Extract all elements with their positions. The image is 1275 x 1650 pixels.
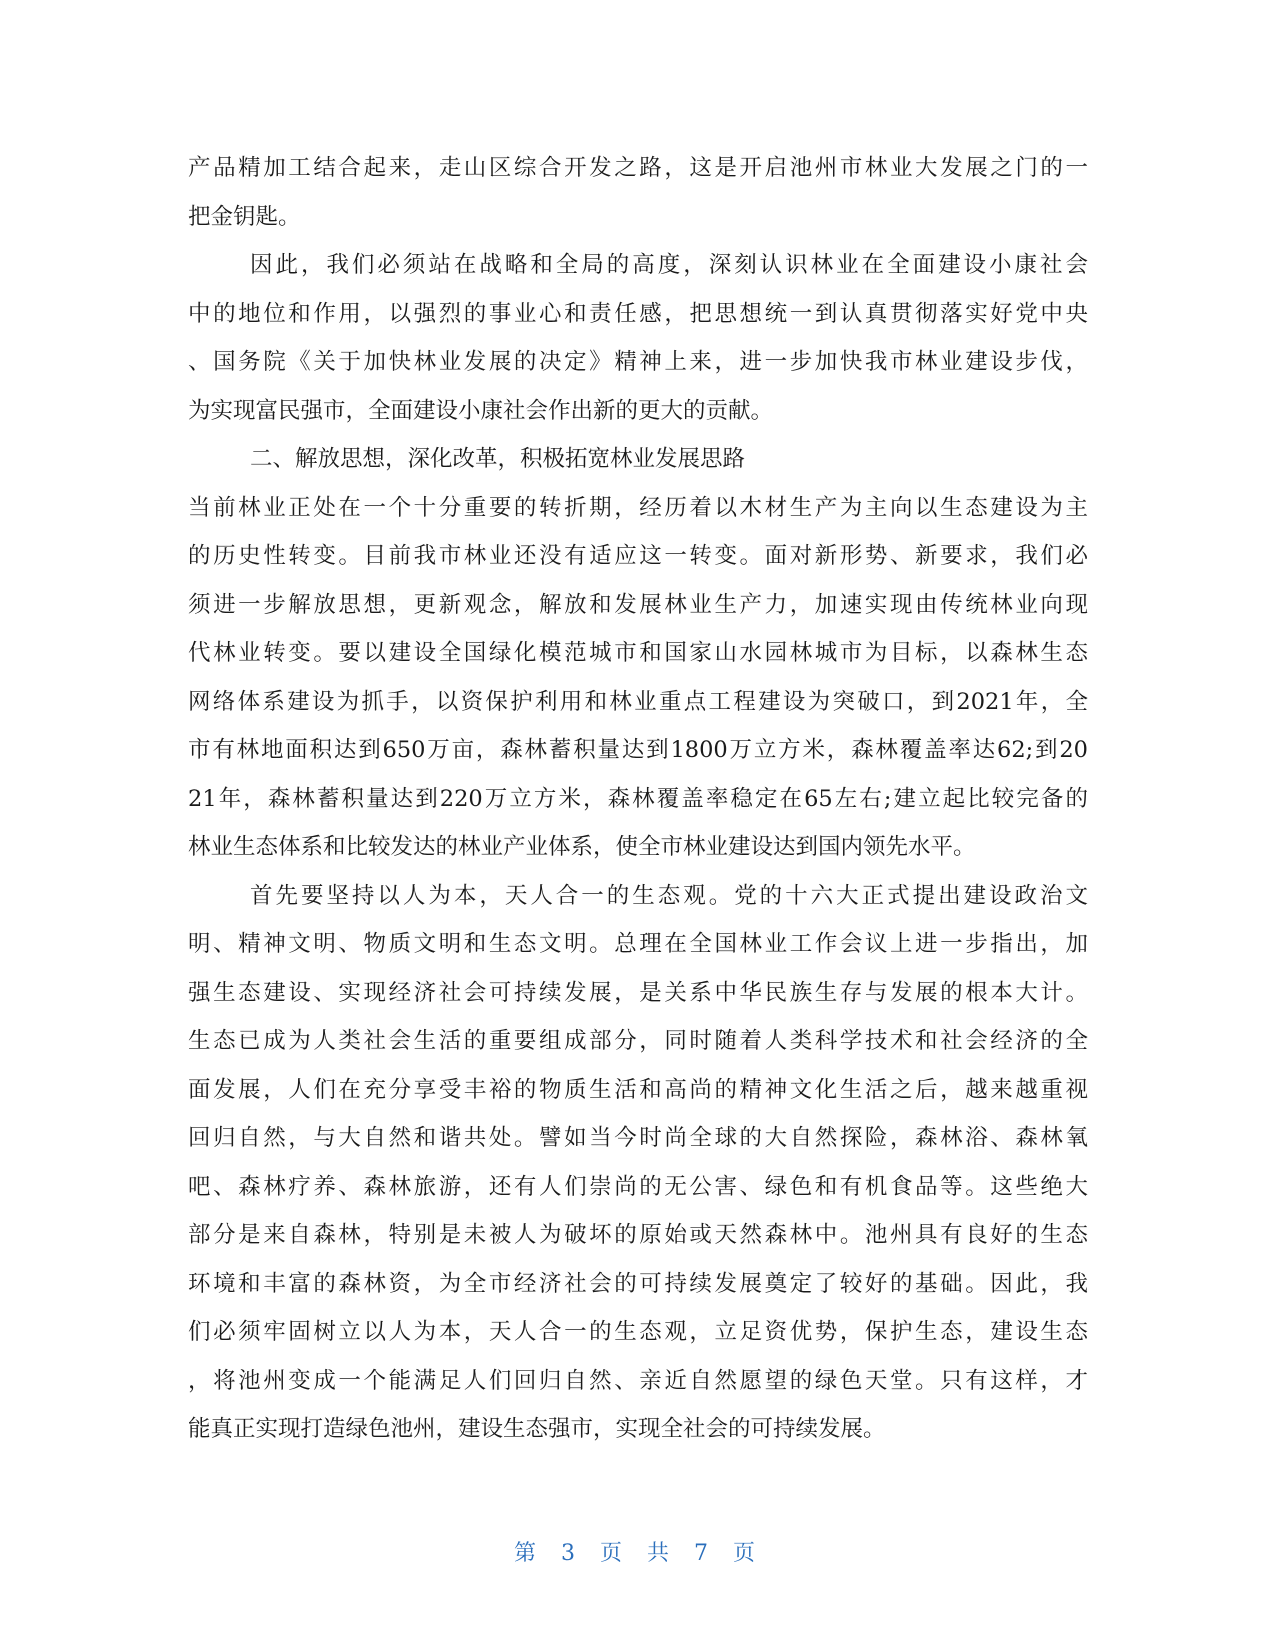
text-line: 生态已成为人类社会生活的重要组成部分，同时随着人类科学技术和社会经济的全 (188, 1028, 1088, 1054)
text-line: 21年，森林蓄积量达到220万立方米，森林覆盖率稳定在65左右;建立起比较完备的 (188, 785, 1088, 812)
text-line: 当前林业正处在一个十分重要的转折期，经历着以木材生产为主向以生态建设为主 (188, 494, 1088, 521)
text-line: 吧、森林疗养、森林旅游，还有人们崇尚的无公害、绿色和有机食品等。这些绝大 (188, 1173, 1088, 1200)
text-line: 、国务院《关于加快林业发展的决定》精神上来，进一步加快我市林业建设步伐， (188, 349, 1088, 375)
text-line: 二、解放思想，深化改革，积极拓宽林业发展思路 (250, 446, 746, 472)
text-line: ，将池州变成一个能满足人们回归自然、亲近自然愿望的绿色天堂。只有这样，才 (188, 1367, 1088, 1394)
text-line: 明、精神文明、物质文明和生态文明。总理在全国林业工作会议上进一步指出，加 (188, 931, 1088, 957)
page-number-footer: 第 3 页 共 7 页 (514, 1541, 761, 1566)
text-line: 回归自然，与大自然和谐共处。譬如当今时尚全球的大自然探险，森林浴、森林氧 (188, 1125, 1088, 1151)
text-line: 为实现富民强市，全面建设小康社会作出新的更大的贡献。 (188, 397, 774, 424)
text-line: 强生态建设、实现经济社会可持续发展，是关系中华民族生存与发展的根本大计。 (188, 979, 1088, 1006)
text-line: 须进一步解放思想，更新观念，解放和发展林业生产力，加速实现由传统林业向现 (188, 591, 1088, 618)
document-body (188, 144, 1088, 1454)
text-line: 首先要坚持以人为本，天人合一的生态观。党的十六大正式提出建设政治文 (250, 882, 1088, 909)
text-line: 网络体系建设为抓手，以资保护利用和林业重点工程建设为突破口，到2021年，全 (188, 688, 1088, 715)
text-line: 市有林地面积达到650万亩，森林蓄积量达到1800万立方米，森林覆盖率达62;到20 (188, 737, 1088, 763)
text-line: 环境和丰富的森林资，为全市经济社会的可持续发展奠定了较好的基础。因此，我 (188, 1270, 1088, 1297)
text-line: 的历史性转变。目前我市林业还没有适应这一转变。面对新形势、新要求，我们必 (188, 543, 1088, 569)
text-line: 代林业转变。要以建设全国绿化模范城市和国家山水园林城市为目标，以森林生态 (188, 640, 1088, 666)
text-line: 们必须牢固树立以人为本，天人合一的生态观，立足资优势，保护生态，建设生态 (188, 1319, 1088, 1345)
text-line: 林业生态体系和比较发达的林业产业体系，使全市林业建设达到国内领先水平。 (188, 834, 976, 860)
text-line: 因此，我们必须站在战略和全局的高度，深刻认识林业在全面建设小康社会 (250, 252, 1088, 278)
text-line: 能真正实现打造绿色池州，建设生态强市，实现全社会的可持续发展。 (188, 1416, 886, 1442)
text-line: 把金钥匙。 (188, 203, 301, 230)
text-line: 中的地位和作用，以强烈的事业心和责任感，把思想统一到认真贯彻落实好党中央 (188, 300, 1088, 327)
text-line: 面发展，人们在充分享受丰裕的物质生活和高尚的精神文化生活之后，越来越重视 (188, 1076, 1088, 1103)
text-line: 部分是来自森林，特别是未被人为破坏的原始或天然森林中。池州具有良好的生态 (188, 1222, 1088, 1248)
text-line: 产品精加工结合起来，走山区综合开发之路，这是开启池州市林业大发展之门的一 (188, 155, 1088, 181)
